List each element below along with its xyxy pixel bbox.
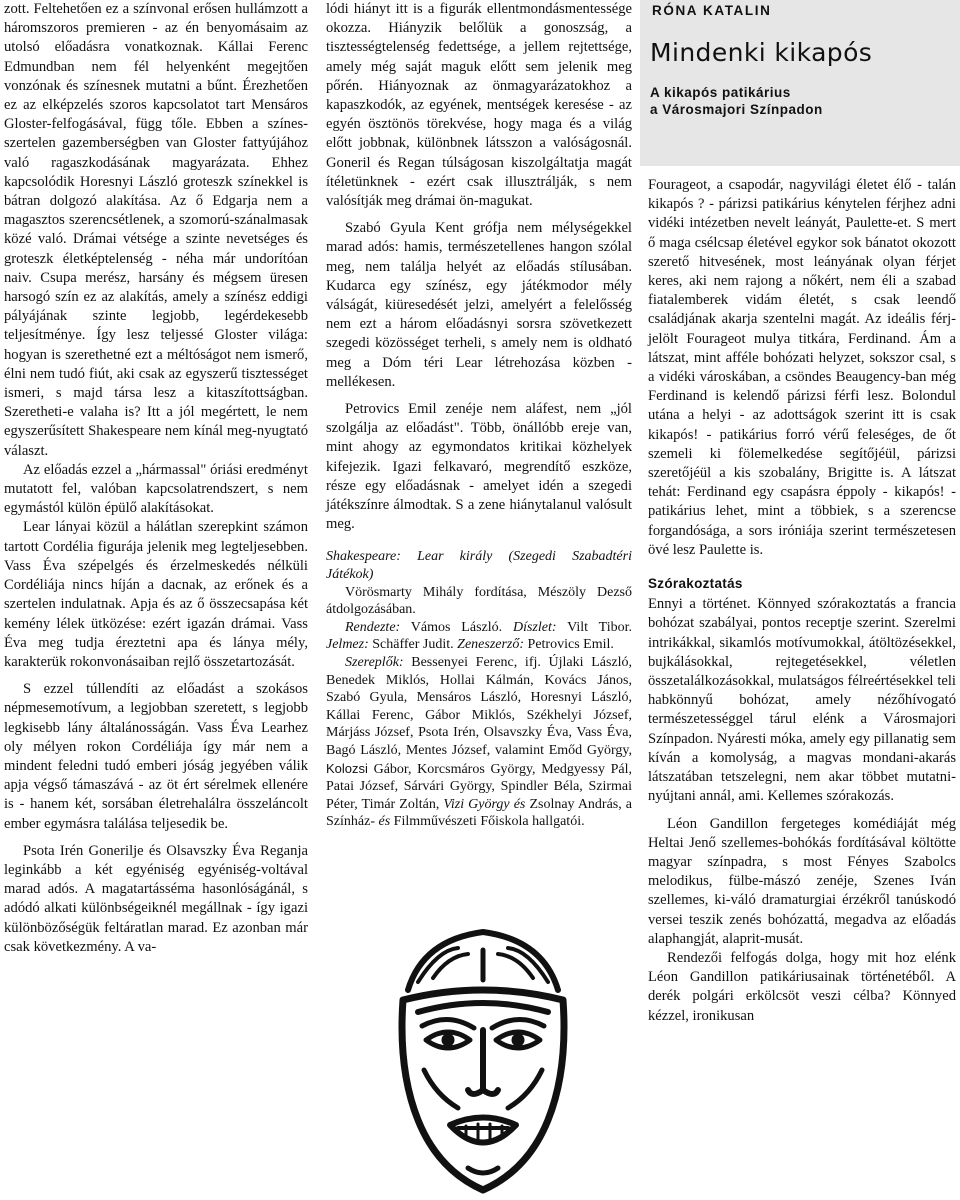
col3-paragraph-1: Fourageot, a csapodár, nagyvilági életet élő - talán kikapós ? - párizsi patikárius kénytelen férjhez adni vidéki intézetben nevelt leányát, Paulette-et. S mert ő maga csélcsap életével egykor sok bánatot okozott szerető hitvesének, most leányának olyan férjet keres, aki nem rajong a nőkért, nem éli a szabad fiatalemberek vidám életét, s csak leendő családjának akarja szentelni magát. Az ideális férj-jelölt Fourageot mulya titkára, Ferdinand. Ám a látszat, mint afféle bohózati helyzet, sokszor csal, s a vidéki városkában, a csöndes Beaugency-ban még Ferdinand is kelendő párizsi férfi lesz. Bolondul utána a helyi - az adottságok szerint itt is csak kikapós! - patikárius forró vérű feleséges, de őt szemeli ki fölemelkedése segítőjéül, párizsi szeretőjéül a kis szobalány, Brigitte is. A látszat tehát: Ferdinand egy csapásra éppoly - kikapós! - patikárius lehet, mint a többiek, s a szerencse forgandósága, a sors iróniája szerint természetesen övé lesz Paulette is. <box>648 177 956 558</box>
credits-cast: Szereplők: Bessenyei Ferenc, ifj. Újlaki László, Benedek Miklós, Hollai Kálmán, Kovács János, Szabó Gyula, Mensáros László, Horesnyi László, Kállai Ferenc, Gábor Miklós, Székhelyi József, Márjáss József, Psota Irén, Olsavszky Éva, Vass Éva, Bagó László, Mentes József, valamint Emőd György, Kolozsi Gábor, Korcsmáros György, Medgyessy Pál, Patai József, Sárvári György, Spindler Béla, Szirmai Péter, Timár Zoltán, Vizi György és Zsolnay András, a Színház- és Filmművészeti Főiskola hallgatói. <box>326 655 633 830</box>
theatre-mask-icon <box>388 920 578 1200</box>
col1-paragraph-4: S ezzel túllendíti az előadást a szokásos népmesemotívum, a legjobban szeretett, s legjobb legkisebb lány általánosságán. Vass Éva Learhez oly mélyen rokon Cordéliája így már nem a mindent feledni tudó emberi jóság jegyében válik apja végső támaszává - az öt ért sérelmek ellenére is - hanem két, sorsában életrehalálra összeláncolt ember egymásra találása teljesedik be. <box>4 681 308 832</box>
article-header <box>640 0 960 166</box>
subtitle-line-1: A kikapós patikárius <box>650 85 791 100</box>
col3-paragraph-3: Léon Gandillon fergeteges komédiáját még Heltai Jenő szellemes-bohókás fordításával költötte magyar színpadra, s most Fényes Szabolcs melodikus, fülbe-mászó zenéje, Szenes Iván szellemes, ki-váló dramaturgiai érzékről tanúskodó versei teszik zenés bohózattá, megadva az előadás alaphangját, alaprit-musát. <box>648 815 956 947</box>
article-title: Mindenki kikapós <box>650 38 873 67</box>
column-3 <box>648 176 956 1026</box>
col1-paragraph-3: Lear lányai közül a hálátlan szerepkint számon tartott Cordélia figurája jelenik meg legteljesebben. Vass Éva szépelgés és érzelmeskedés nélküli Cordéliája nincs híján a dacnak, az erőnek és a szertelen indulatnak. Apja és az ő összecsapása két kemény lélek ütközése: ezért igazán drámai. Vass Éva meg tudja éreztetni apa és lánya mély, karakterük rokonvonásaiban rejlő összetartozását. <box>4 519 308 670</box>
col3-paragraph-4: Rendezői felfogás dolga, hogy mit hoz elénk Léon Gandillon patikáriusainak történetéből. A derék polgári erkölcsöt veszi célba? Könnyed kézzel, ironikusan <box>648 949 956 1024</box>
col1-paragraph-1: zott. Feltehetően ez a színvonal erősen hullámzott a háromszoros premieren - az én benyomásaim az utolsó előadásra vonatkoznak. Kállai Ferenc Edmundban nem fél helyenként megejtően vonzónak és színesnek mutatni a bűnt. Érezhetően ez az elképzelés szoros kapcsolatot tart Mensáros Gloster-felfogásával, függ tőle. Ebben a színes-szertelen gazemberségben van Gloster fattyújához való ragaszkodásának magyarázata. Ehhez kapcsolódik Horesnyi László groteszk színekkel is bátran dolgozó alakítása. Az ő Edgarja nem a magasztos szerencsétlenek, a szomorú-szánalmasak közé való. Drámai vétsége a szinte nevetséges és groteszk életképtelenség - néha már undorítóan naiv. Csupa merész, harsány és mégsem üresen harsogó szín ez az alakítás, amely a színész eddigi pályájának szinte legjobb, legérdekesebb teljesítménye. Így lesz teljessé Gloster világa: hogyan is szerethetné ezt a méltóságot nem ismerő, élni nem tudó fiút, aki csak az egyszerű tisztességet ismeri, s majd társa lesz a kitaszítottságban. Szeretheti-e valaha is? Itt a jól megértett, le nem egyszerűsített Shakespeare nem kínál meg-nyugtató választ. <box>4 1 308 459</box>
column-1 <box>4 0 308 957</box>
col1-paragraph-2: Az előadás ezzel a „hármassal" óriási eredményt mutatott fel, valóban kapcsolatrendszert, s nem egymástól külön épülő alakításokat. <box>4 461 308 517</box>
col3-paragraph-2: Ennyi a történet. Könnyed szórakoztatás a francia bohózat szabályai, pontos receptje szerint. Szerelmi intrikákkal, sikamlós motívumokkal, átöltözésekkel, bujkálásokkal, rejtegetésekkel, véletlen összetalálkozásokkal, mulatságos félreértésekkel teli habkönnyű bohózat, amely nézőhívogató természetességgel tárul elénk a Városmajori Színpadon. Nyáresti móka, amely egy pillanatig sem kíván a komolyság, a magvas mondani-akarás látszatában tetszelegni, nem akar többet mutatni-nyújtani annál, ami. Kellemes szórakozás. <box>648 596 957 805</box>
credits-translation: Vörösmarty Mihály fordítása, Mészöly Dezső átdolgozásában. <box>326 584 632 618</box>
column-2 <box>326 0 632 831</box>
credits-staff: Rendezte: Vámos László. Díszlet: Vilt Tibor. Jelmez: Schäffer Judit. Zeneszerző: Petrovics Emil. <box>326 619 632 653</box>
credits-play: Shakespeare: Lear király (Szegedi Szabadtéri Játékok) <box>326 549 632 583</box>
subtitle-line-2: a Városmajori Színpadon <box>650 102 823 117</box>
section-heading: Szórakoztatás <box>648 576 743 592</box>
col2-paragraph-3: Petrovics Emil zenéje nem aláfest, nem „jól szolgálja az előadást". Több, önállóbb ereje van, mint ahogy az egymondatos kritikai közhelyek kifejezik. Igazi felkavaró, megrendítő eszköze, része egy előadásnak - amelyet idén a szegedi játékszínre álmodtak. S a zene hiánytalanul valósult meg. <box>326 401 632 533</box>
col1-paragraph-5: Psota Irén Gonerilje és Olsavszky Éva Reganja leginkább a két egyéniség egyéniség-voltával marad adós. A magatartásséma hasonlóságánál, s adódó alkati különbségeiknél megállnak - így igazi különbözőségük feltáratlan marad. Ez azonban már csak következmény. A va- <box>4 842 308 955</box>
col2-paragraph-2: Szabó Gyula Kent grófja nem mélységekkel marad adós: hamis, természetellenes hangon szólal meg, nem találja helyét az előadás stílusában. Kudarca egy színész, egy játékmodor mély válságát, kiüresedését jelzi, amelyért a felelősség nem ezt a három előadásnyi sorsra szövetkezett szegedi közösséget terheli, s amely nem is oldható meg a Dóm téri Lear létrehozása közben - mellékesen. <box>326 220 632 390</box>
article-author: RÓNA KATALIN <box>652 3 772 18</box>
col2-paragraph-1: lódi hiányt itt is a figurák ellentmondásmentessége okozza. Hiányzik belőlük a gonoszság, a tisztességtelenség fedettsége, a jellem rejtettsége, amely még saját maguk előtt sem jelenik meg pőrén. Hiányoznak az önmagyarázatokhoz a kapaszkodók, az egyének, mentségek keresése - az egyén ösztönös törekvése, hogy maga és a világ előtt jobbnak, különbnek látsszon a valóságosnál. Goneril és Regan túlságosan kiszolgáltatja magát ítéletünknek - ezért csak illusztrálják, s nem valósítják meg drámai ön-magukat. <box>326 1 632 210</box>
article-subtitle <box>650 84 823 118</box>
production-credits <box>326 548 632 831</box>
